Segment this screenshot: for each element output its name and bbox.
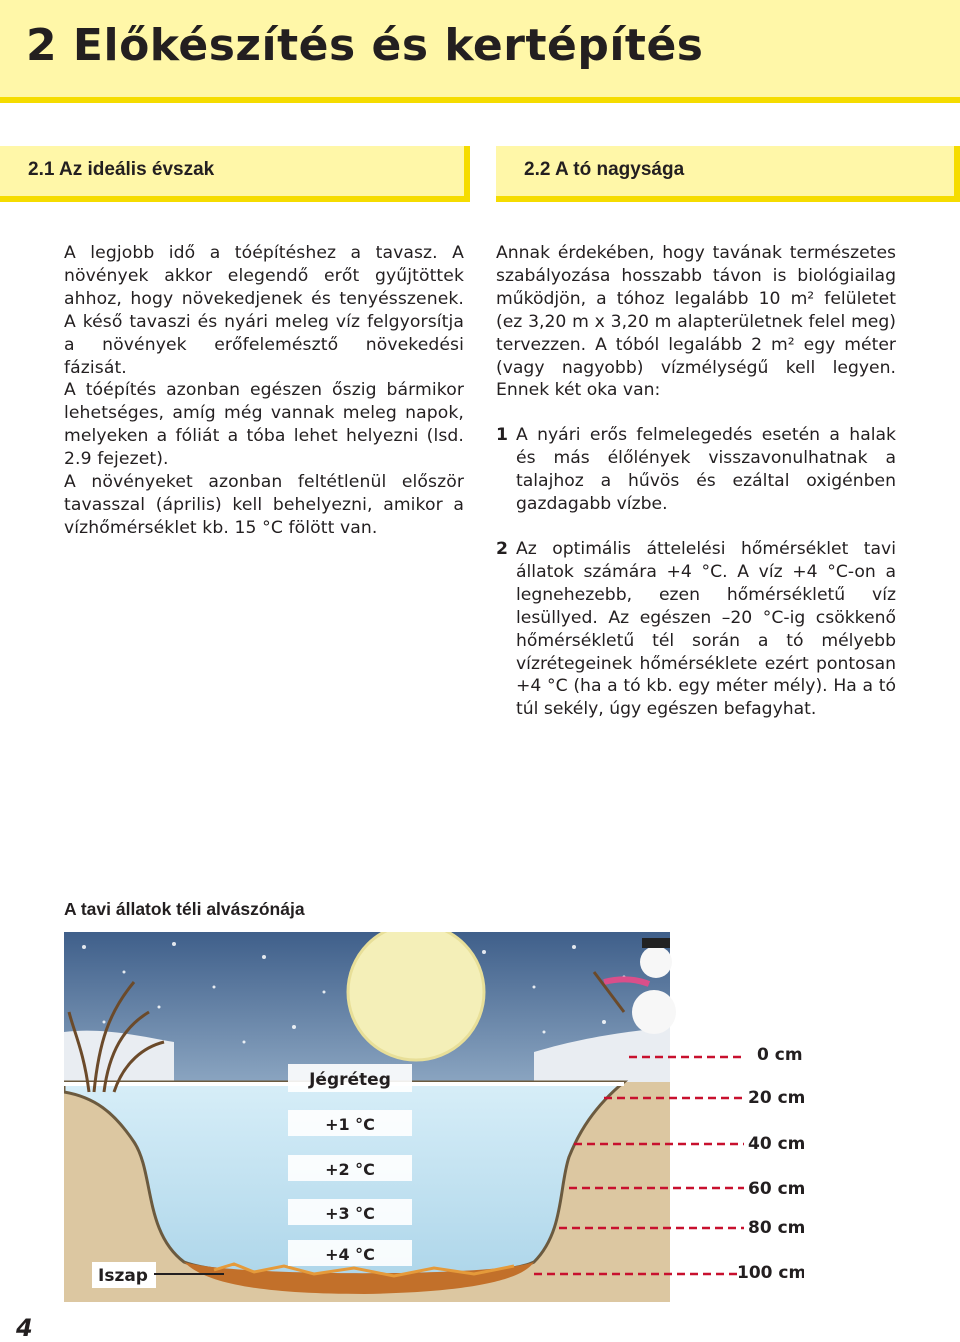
section-heading-2-1 <box>0 146 470 202</box>
section-heading-2-2 <box>496 146 960 202</box>
mud-label: Iszap <box>98 1266 148 1286</box>
list-number: 2 <box>496 538 508 559</box>
list-item <box>496 424 896 516</box>
depth-labels <box>737 1045 804 1283</box>
page-number: 4 <box>16 1314 33 1342</box>
left-column-text <box>64 242 464 540</box>
layer-label: +2 °C <box>325 1160 375 1179</box>
section-label: 2.2 A tó nagysága <box>524 159 685 180</box>
list-text: Az optimális áttelelési hőmérséklet tavi állatok számára +4 °C. A víz +4 °C-on a legnehezebb, ezen hőmérsékletű víz lesüllyed. Az egészen –20 °C-ig csökkenő hőmérsékletű tél során a tó mélyebb vízrétegeinek hőmérséklete ezért pontosan +4 °C (ha a tó kb. egy méter mély). Ha a tó túl sekély, úgy egészen befagyhat. <box>516 538 896 720</box>
depth-label: 80 cm <box>748 1218 804 1238</box>
list-item <box>496 538 896 721</box>
figure-caption: A tavi állatok téli alvászónája <box>64 899 305 919</box>
list-number: 1 <box>496 425 508 446</box>
layer-label: +4 °C <box>325 1245 375 1264</box>
right-column-text <box>496 242 896 721</box>
paragraph: A tóépítés azonban egészen őszig bármikor lehetséges, amíg még vannak meleg napok, melyeken a fóliát a tóba lehet helyezni (lsd. 2.9 fejezet). <box>64 380 464 470</box>
depth-label: 20 cm <box>748 1088 804 1108</box>
depth-label: 60 cm <box>748 1179 804 1199</box>
depth-label: 100 cm <box>737 1263 804 1283</box>
chapter-title: 2 Előkészítés és kertépítés <box>26 20 704 71</box>
layer-label: Jégréteg <box>309 1070 391 1090</box>
paragraph: A növényeket azonban feltétlenül először tavasszal (április) kell behelyezni, amikor a vízhőmérséklet kb. 15 °C fölött van. <box>64 472 464 538</box>
section-label: 2.1 Az ideális évszak <box>28 159 215 180</box>
depth-label: 40 cm <box>748 1134 804 1154</box>
paragraph: A legjobb idő a tóépítéshez a tavasz. A növények akkor elegendő erőt gyűjtöttek ahhoz, hogy növekedjenek és tenyésszenek. A késő tavaszi és nyári meleg víz felgyorsítja a növények erőfelemésztő növekedési fázisát. <box>64 243 464 378</box>
paragraph: Annak érdekében, hogy tavának természetes szabályozása hosszabb távon is biológiailag működjön, a tóhoz legalább 10 m² felületet (ez 3,20 m x 3,20 m alapterületnek felel meg) tervezzen. A tóból legalább 2 m² egy méter (vagy nagyobb) vízmélységű kell legyen. Ennek két oka van: <box>496 243 896 401</box>
depth-label: 0 cm <box>757 1045 803 1065</box>
layer-label: +1 °C <box>325 1115 375 1134</box>
pond-illustration <box>64 932 804 1302</box>
header-underline <box>0 97 960 103</box>
layer-label: +3 °C <box>325 1204 375 1223</box>
list-text: A nyári erős felmelegedés esetén a halak és más élőlények visszavonulhatnak a talajhoz a hűvös és ezáltal oxigénben gazdagabb vízbe. <box>516 425 896 515</box>
